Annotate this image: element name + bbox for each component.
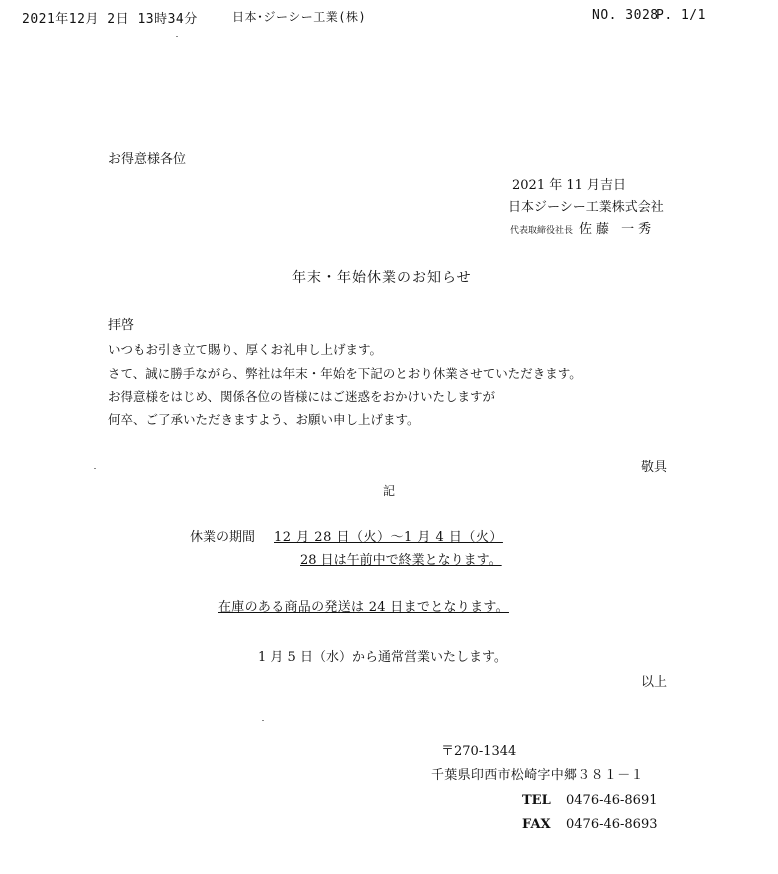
body-line: お得意様をはじめ、関係各位の皆様にはご迷惑をおかけいたしますが: [108, 389, 496, 404]
scan-speck: [94, 468, 96, 469]
resume-business-note: 1 月 5 日（水）から通常営業いたします。: [258, 650, 507, 665]
document-title: 年末・年始休業のお知らせ: [292, 270, 472, 286]
representative-name: 佐藤 一秀: [579, 222, 656, 237]
representative-title: 代表取締役社長: [510, 226, 574, 236]
holiday-period-note: 28 日は午前中で終業となります。: [300, 553, 502, 568]
fax-sender: 日本･ジーシー工業(株): [232, 10, 367, 24]
ki-heading: 記: [383, 484, 396, 498]
fax-transmission-header: [0, 8, 778, 30]
tel-label: TEL: [522, 793, 551, 808]
postal-address: 千葉県印西市松崎字中郷３８１－１: [431, 768, 644, 783]
scan-speck: [262, 720, 264, 721]
fax-number-contact: 0476-46-8693: [566, 817, 658, 832]
end-mark: 以上: [641, 675, 668, 690]
closing-phrase: 敬具: [641, 460, 668, 475]
postal-code: 〒270-1344: [441, 744, 517, 759]
fax-label: FAX: [522, 817, 551, 832]
body-line: さて、誠に勝手ながら、弊社は年末・年始を下記のとおり休業させていただきます。: [108, 366, 582, 381]
sender-company: 日本ジーシー工業株式会社: [508, 200, 664, 215]
fax-number: NO. 3028: [592, 8, 659, 23]
tel-number: 0476-46-8691: [566, 793, 658, 808]
holiday-period-value: 12 月 28 日（火）～1 月 4 日（火）: [274, 530, 503, 545]
fax-datetime: 2021年12月 2日 13時34分: [22, 12, 198, 27]
fax-page-count: P. 1/1: [656, 8, 706, 23]
addressee: お得意様各位: [108, 152, 187, 167]
scan-speck: [176, 36, 178, 37]
letter-date: 2021 年 11 月吉日: [512, 178, 627, 193]
body-line: 何卒、ご了承いただきますよう、お願い申し上げます。: [108, 412, 420, 427]
sender-representative: [510, 222, 655, 239]
holiday-period-label: 休業の期間: [190, 530, 256, 545]
body-line: いつもお引き立て賜り、厚くお礼申し上げます。: [108, 342, 383, 357]
shipping-deadline-note: 在庫のある商品の発送は 24 日までとなります。: [218, 600, 509, 615]
salutation: 拝啓: [108, 318, 135, 333]
